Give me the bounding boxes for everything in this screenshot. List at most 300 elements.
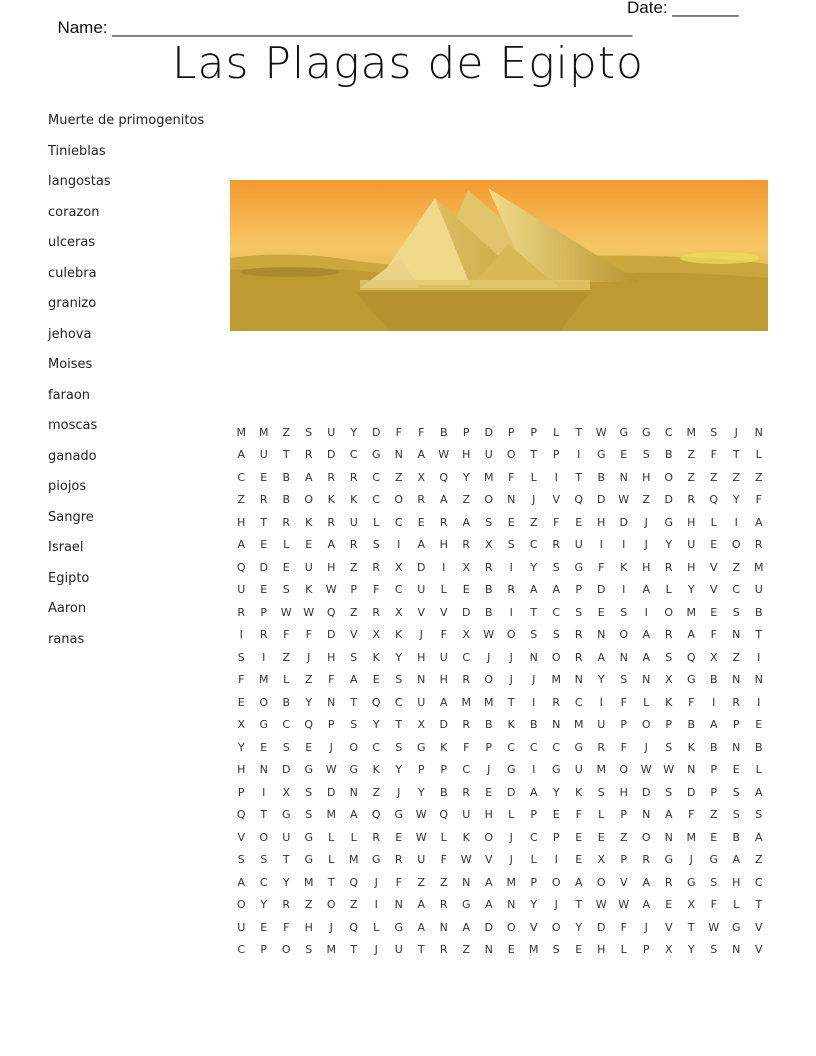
grid-letter[interactable]: P <box>620 808 628 822</box>
grid-letter[interactable]: Z <box>709 808 718 822</box>
grid-letter[interactable]: O <box>259 830 269 844</box>
grid-letter[interactable]: V <box>709 560 718 574</box>
grid-letter[interactable]: Z <box>687 448 696 462</box>
grid-letter[interactable]: Z <box>687 470 696 484</box>
grid-letter[interactable]: M <box>484 470 494 484</box>
grid-letter[interactable]: G <box>304 830 314 844</box>
grid-letter[interactable]: A <box>642 898 651 912</box>
grid-letter[interactable]: S <box>732 808 740 822</box>
grid-letter[interactable]: V <box>754 943 763 957</box>
grid-letter[interactable]: A <box>754 785 763 799</box>
grid-letter[interactable]: S <box>237 650 245 664</box>
grid-letter[interactable]: G <box>461 898 471 912</box>
grid-letter[interactable]: O <box>551 920 561 934</box>
grid-letter[interactable]: E <box>372 673 380 687</box>
grid-letter[interactable]: E <box>575 830 583 844</box>
grid-letter[interactable]: M <box>686 425 696 439</box>
grid-letter[interactable]: G <box>619 425 629 439</box>
grid-letter[interactable]: A <box>732 853 741 867</box>
grid-letter[interactable]: V <box>484 853 493 867</box>
grid-letter[interactable]: B <box>754 740 763 754</box>
grid-letter[interactable]: E <box>485 785 493 799</box>
grid-letter[interactable]: A <box>439 493 448 507</box>
grid-letter[interactable]: K <box>372 763 380 777</box>
grid-letter[interactable]: Z <box>709 470 718 484</box>
grid-letter[interactable]: R <box>552 695 561 709</box>
grid-letter[interactable]: J <box>487 763 491 777</box>
grid-letter[interactable]: E <box>710 830 718 844</box>
grid-letter[interactable]: R <box>507 583 516 597</box>
grid-letter[interactable]: A <box>754 830 763 844</box>
grid-letter[interactable]: S <box>620 673 628 687</box>
grid-letter[interactable]: B <box>597 470 606 484</box>
grid-letter[interactable]: G <box>304 763 314 777</box>
grid-letter[interactable]: D <box>597 920 606 934</box>
grid-letter[interactable]: A <box>462 920 471 934</box>
grid-letter[interactable]: Z <box>237 493 246 507</box>
grid-letter[interactable]: R <box>372 605 381 619</box>
grid-letter[interactable]: X <box>687 898 696 912</box>
grid-letter[interactable]: O <box>506 920 516 934</box>
grid-letter[interactable]: U <box>349 515 358 529</box>
grid-letter[interactable]: L <box>508 808 515 822</box>
grid-letter[interactable]: N <box>462 875 471 889</box>
grid-letter[interactable]: H <box>687 515 696 529</box>
grid-letter[interactable]: R <box>664 560 673 574</box>
grid-letter[interactable]: J <box>509 853 513 867</box>
grid-letter[interactable]: A <box>552 583 561 597</box>
grid-letter[interactable]: Z <box>349 605 358 619</box>
grid-letter[interactable]: Q <box>236 560 246 574</box>
grid-letter[interactable]: W <box>483 628 495 642</box>
grid-letter[interactable]: P <box>552 830 560 844</box>
grid-letter[interactable]: D <box>484 920 493 934</box>
grid-letter[interactable]: E <box>305 538 313 552</box>
grid-letter[interactable]: P <box>530 425 538 439</box>
grid-letter[interactable]: Q <box>439 808 449 822</box>
grid-letter[interactable]: J <box>509 650 513 664</box>
grid-letter[interactable]: W <box>640 763 652 777</box>
grid-letter[interactable]: K <box>305 515 313 529</box>
grid-letter[interactable]: G <box>394 920 404 934</box>
grid-letter[interactable]: A <box>417 898 426 912</box>
grid-letter[interactable]: O <box>484 673 494 687</box>
grid-letter[interactable]: D <box>619 515 628 529</box>
grid-letter[interactable]: H <box>417 650 426 664</box>
grid-letter[interactable]: O <box>641 830 651 844</box>
grid-letter[interactable]: Y <box>597 673 605 687</box>
grid-letter[interactable]: Y <box>575 920 583 934</box>
grid-letter[interactable]: A <box>687 628 696 642</box>
grid-letter[interactable]: R <box>304 448 313 462</box>
grid-letter[interactable]: I <box>554 853 558 867</box>
grid-letter[interactable]: E <box>507 943 515 957</box>
grid-letter[interactable]: S <box>282 583 290 597</box>
grid-letter[interactable]: S <box>665 650 673 664</box>
grid-letter[interactable]: J <box>644 920 648 934</box>
grid-letter[interactable]: E <box>260 583 268 597</box>
grid-letter[interactable]: A <box>462 515 471 529</box>
grid-letter[interactable]: N <box>619 650 628 664</box>
grid-letter[interactable]: S <box>507 538 515 552</box>
grid-letter[interactable]: O <box>236 898 246 912</box>
grid-letter[interactable]: X <box>709 650 718 664</box>
grid-letter[interactable]: R <box>372 560 381 574</box>
grid-letter[interactable]: G <box>371 448 381 462</box>
grid-letter[interactable]: F <box>620 740 627 754</box>
grid-letter[interactable]: A <box>597 650 606 664</box>
grid-letter[interactable]: K <box>687 740 695 754</box>
grid-letter[interactable]: K <box>507 718 515 732</box>
grid-letter[interactable]: Y <box>462 470 470 484</box>
grid-letter[interactable]: O <box>596 875 606 889</box>
grid-letter[interactable]: A <box>417 920 426 934</box>
grid-letter[interactable]: B <box>709 740 718 754</box>
grid-letter[interactable]: A <box>484 898 493 912</box>
grid-letter[interactable]: R <box>417 493 426 507</box>
grid-letter[interactable]: N <box>664 830 673 844</box>
grid-letter[interactable]: Z <box>529 515 538 529</box>
grid-letter[interactable]: R <box>349 538 358 552</box>
grid-letter[interactable]: L <box>350 830 357 844</box>
grid-letter[interactable]: A <box>237 538 246 552</box>
grid-letter[interactable]: S <box>665 785 673 799</box>
grid-letter[interactable]: F <box>710 628 717 642</box>
grid-letter[interactable]: R <box>259 628 268 642</box>
grid-letter[interactable]: B <box>282 470 291 484</box>
grid-letter[interactable]: Z <box>619 830 628 844</box>
grid-letter[interactable]: A <box>417 538 426 552</box>
grid-letter[interactable]: C <box>462 650 471 664</box>
grid-letter[interactable]: C <box>394 515 403 529</box>
grid-letter[interactable]: D <box>484 425 493 439</box>
grid-letter[interactable]: M <box>686 605 696 619</box>
grid-letter[interactable]: X <box>597 853 606 867</box>
grid-letter[interactable]: L <box>328 853 335 867</box>
grid-letter[interactable]: A <box>484 875 493 889</box>
grid-letter[interactable]: Y <box>395 763 403 777</box>
grid-letter[interactable]: D <box>642 785 651 799</box>
grid-letter[interactable]: P <box>485 740 493 754</box>
grid-letter[interactable]: N <box>754 425 763 439</box>
grid-letter[interactable]: I <box>509 560 513 574</box>
grid-letter[interactable]: N <box>642 673 651 687</box>
grid-letter[interactable]: N <box>552 718 561 732</box>
grid-letter[interactable]: W <box>280 605 292 619</box>
grid-letter[interactable]: R <box>462 718 471 732</box>
grid-letter[interactable]: M <box>574 718 584 732</box>
grid-letter[interactable]: R <box>439 898 448 912</box>
grid-letter[interactable]: U <box>417 853 426 867</box>
grid-letter[interactable]: W <box>618 493 630 507</box>
grid-letter[interactable]: Y <box>665 538 673 552</box>
grid-letter[interactable]: R <box>642 853 651 867</box>
grid-letter[interactable]: L <box>755 448 762 462</box>
grid-letter[interactable]: V <box>664 920 673 934</box>
grid-letter[interactable]: G <box>641 425 651 439</box>
grid-letter[interactable]: U <box>394 943 403 957</box>
grid-letter[interactable]: O <box>349 740 359 754</box>
grid-letter[interactable]: Y <box>530 560 538 574</box>
grid-letter[interactable]: L <box>283 538 290 552</box>
grid-letter[interactable]: D <box>687 785 696 799</box>
grid-letter[interactable]: P <box>710 785 718 799</box>
grid-letter[interactable]: A <box>754 515 763 529</box>
grid-letter[interactable]: R <box>282 898 291 912</box>
grid-letter[interactable]: J <box>397 785 401 799</box>
grid-letter[interactable]: A <box>574 875 583 889</box>
grid-letter[interactable]: O <box>394 493 404 507</box>
grid-letter[interactable]: P <box>440 763 448 777</box>
grid-letter[interactable]: M <box>506 875 516 889</box>
grid-letter[interactable]: Y <box>732 493 740 507</box>
grid-letter[interactable]: K <box>305 583 313 597</box>
grid-letter[interactable]: U <box>754 583 763 597</box>
grid-letter[interactable]: I <box>374 898 378 912</box>
grid-letter[interactable]: C <box>664 425 673 439</box>
grid-letter[interactable]: C <box>372 493 381 507</box>
grid-letter[interactable]: C <box>529 740 538 754</box>
grid-letter[interactable]: U <box>574 763 583 777</box>
grid-letter[interactable]: T <box>327 875 335 889</box>
grid-letter[interactable]: R <box>574 650 583 664</box>
grid-letter[interactable]: M <box>259 425 269 439</box>
grid-letter[interactable]: S <box>305 425 313 439</box>
grid-letter[interactable]: J <box>734 425 738 439</box>
grid-letter[interactable]: G <box>416 740 426 754</box>
grid-letter[interactable]: R <box>327 470 336 484</box>
grid-letter[interactable]: R <box>754 538 763 552</box>
grid-letter[interactable]: P <box>327 718 335 732</box>
grid-letter[interactable]: T <box>507 695 515 709</box>
grid-letter[interactable]: U <box>237 583 246 597</box>
grid-letter[interactable]: I <box>644 605 648 619</box>
grid-letter[interactable]: E <box>575 943 583 957</box>
grid-letter[interactable]: T <box>282 448 290 462</box>
grid-letter[interactable]: E <box>260 470 268 484</box>
grid-letter[interactable]: W <box>618 898 630 912</box>
grid-letter[interactable]: O <box>506 628 516 642</box>
grid-letter[interactable]: H <box>237 515 246 529</box>
grid-letter[interactable]: D <box>327 628 336 642</box>
grid-letter[interactable]: T <box>575 898 583 912</box>
grid-letter[interactable]: A <box>664 808 673 822</box>
grid-letter[interactable]: D <box>462 605 471 619</box>
grid-letter[interactable]: C <box>394 583 403 597</box>
grid-letter[interactable]: T <box>350 695 358 709</box>
grid-letter[interactable]: C <box>462 763 471 777</box>
grid-letter[interactable]: T <box>755 898 763 912</box>
grid-letter[interactable]: Z <box>417 875 426 889</box>
grid-letter[interactable]: H <box>597 515 606 529</box>
grid-letter[interactable]: D <box>507 785 516 799</box>
grid-letter[interactable]: X <box>282 785 291 799</box>
grid-letter[interactable]: P <box>642 943 650 957</box>
grid-letter[interactable]: Z <box>462 943 471 957</box>
grid-letter[interactable]: A <box>709 718 718 732</box>
grid-letter[interactable]: E <box>710 605 718 619</box>
grid-letter[interactable]: B <box>529 718 538 732</box>
grid-letter[interactable]: U <box>237 920 246 934</box>
grid-letter[interactable]: Y <box>417 785 425 799</box>
grid-letter[interactable]: K <box>372 650 380 664</box>
grid-letter[interactable]: R <box>732 695 741 709</box>
grid-letter[interactable]: X <box>237 718 246 732</box>
grid-letter[interactable]: C <box>552 605 561 619</box>
grid-letter[interactable]: U <box>439 650 448 664</box>
grid-letter[interactable]: B <box>439 425 448 439</box>
grid-letter[interactable]: X <box>394 560 403 574</box>
grid-letter[interactable]: S <box>485 515 493 529</box>
grid-letter[interactable]: E <box>395 830 403 844</box>
grid-letter[interactable]: A <box>349 673 358 687</box>
grid-letter[interactable]: N <box>259 763 268 777</box>
grid-letter[interactable]: R <box>327 515 336 529</box>
grid-letter[interactable]: H <box>484 808 493 822</box>
grid-letter[interactable]: C <box>529 830 538 844</box>
grid-letter[interactable]: G <box>709 853 719 867</box>
grid-letter[interactable]: K <box>440 740 448 754</box>
grid-letter[interactable]: J <box>329 740 333 754</box>
grid-letter[interactable]: A <box>642 628 651 642</box>
grid-letter[interactable]: V <box>754 920 763 934</box>
grid-letter[interactable]: U <box>304 560 313 574</box>
grid-letter[interactable]: E <box>575 853 583 867</box>
grid-letter[interactable]: I <box>757 650 761 664</box>
grid-letter[interactable]: S <box>575 605 583 619</box>
grid-letter[interactable]: O <box>326 898 336 912</box>
grid-letter[interactable]: F <box>283 628 290 642</box>
grid-letter[interactable]: H <box>462 448 471 462</box>
grid-letter[interactable]: A <box>237 448 246 462</box>
grid-letter[interactable]: B <box>732 830 741 844</box>
grid-letter[interactable]: Z <box>754 853 763 867</box>
grid-letter[interactable]: J <box>419 628 423 642</box>
grid-letter[interactable]: C <box>237 470 246 484</box>
grid-letter[interactable]: G <box>349 763 359 777</box>
grid-letter[interactable]: W <box>595 898 607 912</box>
grid-letter[interactable]: O <box>506 448 516 462</box>
grid-letter[interactable]: F <box>688 808 695 822</box>
grid-letter[interactable]: B <box>439 785 448 799</box>
grid-letter[interactable]: S <box>642 448 650 462</box>
grid-letter[interactable]: O <box>484 493 494 507</box>
grid-letter[interactable]: R <box>462 538 471 552</box>
grid-letter[interactable]: G <box>686 673 696 687</box>
grid-letter[interactable]: Q <box>371 695 381 709</box>
grid-letter[interactable]: V <box>417 605 426 619</box>
grid-letter[interactable]: S <box>620 605 628 619</box>
grid-letter[interactable]: Y <box>395 650 403 664</box>
grid-letter[interactable]: V <box>552 493 561 507</box>
grid-letter[interactable]: S <box>665 740 673 754</box>
grid-letter[interactable]: Z <box>349 560 358 574</box>
grid-letter[interactable]: H <box>439 538 448 552</box>
grid-letter[interactable]: R <box>349 470 358 484</box>
grid-letter[interactable]: N <box>507 493 516 507</box>
grid-letter[interactable]: L <box>530 853 537 867</box>
grid-letter[interactable]: J <box>374 943 378 957</box>
grid-letter[interactable]: M <box>304 875 314 889</box>
grid-letter[interactable]: U <box>462 808 471 822</box>
grid-letter[interactable]: I <box>239 628 243 642</box>
grid-letter[interactable]: C <box>732 583 741 597</box>
grid-letter[interactable]: F <box>440 853 447 867</box>
grid-letter[interactable]: G <box>664 853 674 867</box>
grid-letter[interactable]: V <box>529 920 538 934</box>
grid-letter[interactable]: N <box>417 673 426 687</box>
grid-letter[interactable]: Z <box>754 470 763 484</box>
grid-letter[interactable]: Z <box>732 650 741 664</box>
grid-letter[interactable]: C <box>552 740 561 754</box>
grid-letter[interactable]: G <box>551 763 561 777</box>
grid-letter[interactable]: G <box>596 448 606 462</box>
grid-letter[interactable]: F <box>620 920 627 934</box>
grid-letter[interactable]: P <box>575 583 583 597</box>
grid-letter[interactable]: O <box>551 650 561 664</box>
grid-letter[interactable]: C <box>259 875 268 889</box>
grid-letter[interactable]: R <box>552 538 561 552</box>
grid-letter[interactable]: I <box>509 605 513 619</box>
grid-letter[interactable]: N <box>507 898 516 912</box>
grid-letter[interactable]: F <box>620 695 627 709</box>
grid-letter[interactable]: Y <box>305 695 313 709</box>
grid-letter[interactable]: T <box>575 470 583 484</box>
grid-letter[interactable]: S <box>710 943 718 957</box>
grid-letter[interactable]: U <box>282 830 291 844</box>
grid-letter[interactable]: W <box>325 763 337 777</box>
grid-letter[interactable]: Q <box>349 920 359 934</box>
grid-letter[interactable]: N <box>687 763 696 777</box>
grid-letter[interactable]: A <box>304 470 313 484</box>
grid-letter[interactable]: A <box>642 583 651 597</box>
grid-letter[interactable]: T <box>575 425 583 439</box>
grid-letter[interactable]: X <box>484 538 493 552</box>
grid-letter[interactable]: X <box>417 470 426 484</box>
grid-letter[interactable]: X <box>394 605 403 619</box>
grid-letter[interactable]: P <box>530 808 538 822</box>
grid-letter[interactable]: H <box>327 650 336 664</box>
grid-letter[interactable]: C <box>394 695 403 709</box>
grid-letter[interactable]: N <box>349 785 358 799</box>
grid-letter[interactable]: F <box>688 695 695 709</box>
grid-letter[interactable]: L <box>440 830 447 844</box>
grid-letter[interactable]: R <box>394 853 403 867</box>
grid-letter[interactable]: K <box>327 493 335 507</box>
grid-letter[interactable]: B <box>484 605 493 619</box>
grid-letter[interactable]: C <box>372 470 381 484</box>
grid-letter[interactable]: Q <box>236 808 246 822</box>
grid-letter[interactable]: D <box>327 448 336 462</box>
grid-letter[interactable]: D <box>259 560 268 574</box>
grid-letter[interactable]: D <box>597 583 606 597</box>
grid-letter[interactable]: Z <box>394 470 403 484</box>
grid-letter[interactable]: U <box>417 695 426 709</box>
grid-letter[interactable]: E <box>282 560 290 574</box>
grid-letter[interactable]: U <box>417 583 426 597</box>
grid-letter[interactable]: G <box>574 740 584 754</box>
grid-letter[interactable]: R <box>484 560 493 574</box>
grid-letter[interactable]: B <box>282 493 291 507</box>
grid-letter[interactable]: E <box>260 740 268 754</box>
grid-letter[interactable]: E <box>260 538 268 552</box>
grid-letter[interactable]: N <box>754 673 763 687</box>
grid-letter[interactable]: N <box>642 808 651 822</box>
grid-letter[interactable]: U <box>574 538 583 552</box>
grid-letter[interactable]: L <box>328 830 335 844</box>
grid-letter[interactable]: Z <box>642 493 651 507</box>
grid-letter[interactable]: A <box>237 875 246 889</box>
